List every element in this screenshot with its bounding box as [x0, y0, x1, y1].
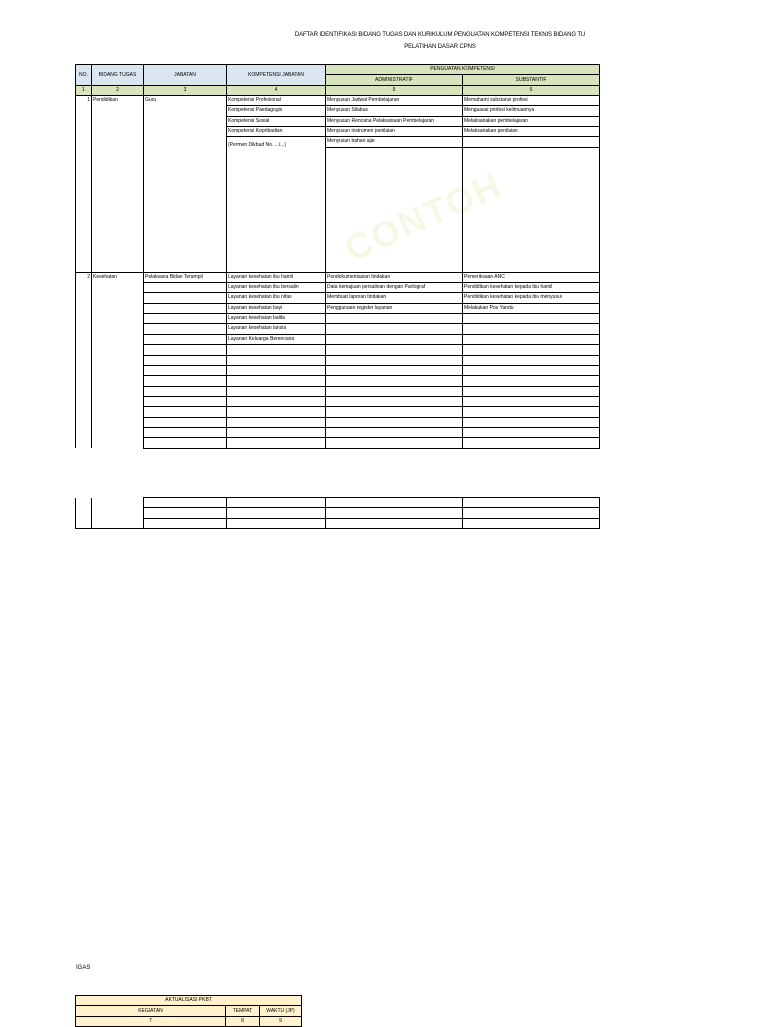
header-num-4: 4	[227, 85, 326, 95]
jabatan-cell	[144, 293, 227, 303]
table-row	[76, 293, 600, 303]
header-jabatan: JABATAN	[144, 65, 227, 86]
administratif-cell: Menyusun bahan ajar	[326, 137, 463, 147]
table-row	[76, 345, 600, 355]
document-title-line1: DAFTAR IDENTIFIKASI BIDANG TUGAS DAN KURIKULUM PENGUATAN KOMPETENSI TEKNIS BIDANG TU	[294, 32, 586, 38]
table-row	[76, 283, 600, 293]
header-waktu: WAKTU (JP)	[260, 1006, 302, 1016]
competency-table	[75, 64, 600, 449]
jabatan-cell	[144, 314, 227, 324]
header-num-9: 9	[260, 1016, 302, 1026]
substantif-cell: Memahami substansi profesi	[463, 96, 600, 106]
section2-bidang: Kesehatan	[92, 272, 144, 448]
substantif-cell	[463, 137, 600, 147]
kompetensi-cell: Kompetensi Kepribadian	[227, 127, 326, 137]
substantif-cell	[463, 147, 600, 272]
table-row	[76, 96, 600, 106]
section1-no: 1	[76, 96, 92, 273]
kompetensi-cell: Layanan kesehatan balita	[227, 314, 326, 324]
table-row	[76, 303, 600, 313]
substantif-cell: Melaksanakan penilaian	[463, 127, 600, 137]
substantif-cell: Pendidikan kesehatan kepada ibu hamil	[463, 283, 600, 293]
jabatan-cell	[144, 283, 227, 293]
table-row	[76, 427, 600, 437]
kompetensi-cell: Kompetensi Paedagogis	[227, 106, 326, 116]
header-num-3: 3	[144, 85, 227, 95]
aktualisasi-title: AKTUALISASI PKBT	[76, 996, 302, 1006]
aktualisasi-table	[75, 995, 302, 1027]
administratif-cell: Menyusun Silabus	[326, 106, 463, 116]
header-num-5: 5	[326, 85, 463, 95]
kompetensi-cell: Layanan kesehatan bayi	[227, 303, 326, 313]
substantif-cell: Melaksanakan pembelajaran	[463, 116, 600, 126]
table-row	[76, 386, 600, 396]
table-row	[76, 417, 600, 427]
document-title-line2: PELATIHAN DASAR CPNS	[404, 44, 476, 50]
watermark: CONTOH	[338, 163, 509, 270]
administratif-cell	[326, 324, 463, 334]
header-num-8: 8	[226, 1016, 260, 1026]
jabatan-cell	[144, 334, 227, 344]
substantif-cell	[463, 314, 600, 324]
table-row	[76, 334, 600, 344]
header-bidang-tugas: BIDANG TUGAS	[92, 65, 144, 86]
administratif-cell	[326, 314, 463, 324]
header-kompetensi-jabatan: KOMPETENSI JABATAN	[227, 65, 326, 86]
table-row	[76, 314, 600, 324]
kompetensi-cell: Kompetensi Profesional	[227, 96, 326, 106]
section1-jabatan: Guru	[144, 96, 227, 273]
table-row	[76, 407, 600, 417]
section2-no: 2	[76, 272, 92, 448]
header-administratif: ADMINISTRATIF	[326, 75, 463, 85]
table-row	[76, 396, 600, 406]
substantif-cell: Pendidikan kesehatan kepada ibu menyusui	[463, 293, 600, 303]
administratif-cell: Menyusun Rencana Pelaksanaan Pembelajaran	[326, 116, 463, 126]
administratif-cell: Penggunaan register layanan	[326, 303, 463, 313]
jabatan-cell	[144, 303, 227, 313]
header-kegiatan: KEGIATAN	[76, 1006, 226, 1016]
jabatan-cell	[144, 324, 227, 334]
header-num-2: 2	[92, 85, 144, 95]
administratif-cell: Data kemajuan persalinan dengan Partograf	[326, 283, 463, 293]
table-row	[76, 518, 600, 528]
header-num-1: 1	[76, 85, 92, 95]
header-substantif: SUBSTANTIF	[463, 75, 600, 85]
administratif-cell: Menyusun instrumen penilaian	[326, 127, 463, 137]
administratif-cell	[326, 334, 463, 344]
section1-note: (Permen Dikbud No. .../...)	[227, 137, 326, 272]
kompetensi-cell: Layanan Keluarga Berencana	[227, 334, 326, 344]
kompetensi-cell: Kompetensi Sosial	[227, 116, 326, 126]
page-fragment-text: IGAS	[76, 965, 91, 971]
kompetensi-cell: Layanan kesehatan ibu hamil	[227, 272, 326, 282]
table-row	[76, 355, 600, 365]
section1-bidang: Pendidikan	[92, 96, 144, 273]
kompetensi-cell: Layanan kesehatan ibu bersalin	[227, 283, 326, 293]
header-num-6: 6	[463, 85, 600, 95]
substantif-cell: Menguasai profesi keilmuannya	[463, 106, 600, 116]
header-no: NO.	[76, 65, 92, 86]
table-row	[76, 272, 600, 282]
table-row	[76, 324, 600, 334]
administratif-cell	[326, 147, 463, 272]
administratif-cell: Membuat laporan tindakan	[326, 293, 463, 303]
kompetensi-cell: Layanan kesehatan ibu nifas	[227, 293, 326, 303]
administratif-cell: Menyusun Jadwal Pembelajaran	[326, 96, 463, 106]
substantif-cell: Melakukan Pos Yandu	[463, 303, 600, 313]
header-num-7: 7	[76, 1016, 226, 1026]
kompetensi-cell: Layanan kesehatan lansia	[227, 324, 326, 334]
table-row	[76, 376, 600, 386]
header-tempat: TEMPAT	[226, 1006, 260, 1016]
table-row	[76, 365, 600, 375]
table-row	[76, 498, 600, 508]
table-row	[76, 438, 600, 448]
substantif-cell	[463, 324, 600, 334]
header-penguatan-kompetensi: PENGUATAN KOMPETENSI	[326, 65, 600, 75]
substantif-cell	[463, 334, 600, 344]
administratif-cell: Pendokumentasian tindakan	[326, 272, 463, 282]
competency-table-continued	[75, 497, 600, 529]
table-row	[76, 508, 600, 518]
substantif-cell: Pemeriksaan ANC	[463, 272, 600, 282]
section2-jabatan: Pelaksana Bidan Terampil	[144, 272, 227, 282]
